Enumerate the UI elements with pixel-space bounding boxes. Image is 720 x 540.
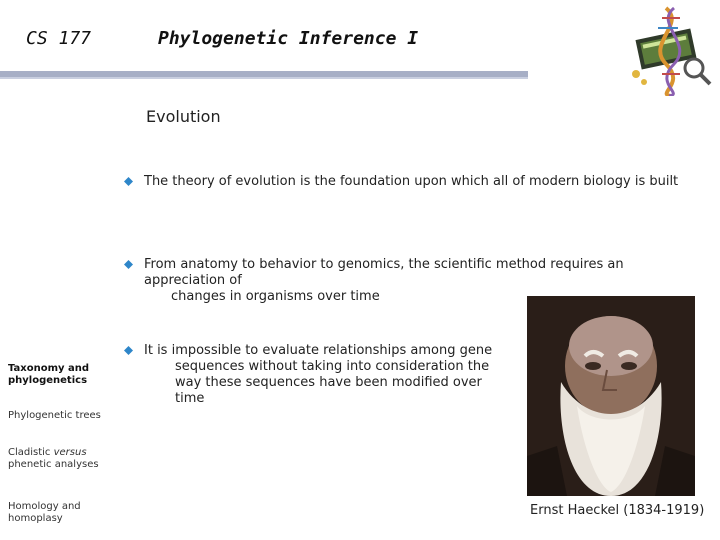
sidebar-item-cladistic[interactable] bbox=[8, 447, 118, 471]
sidebar-item-label: phenetic analyses bbox=[8, 459, 99, 470]
section-title: Evolution bbox=[146, 107, 221, 126]
bullet-text-continuation: sequences without taking into consideration the bbox=[175, 359, 490, 374]
sidebar-item-label: Homology and bbox=[8, 501, 81, 512]
bullet-text-continuation: way these sequences have been modified over time bbox=[175, 375, 482, 406]
bullet-text: From anatomy to behavior to genomics, the scientific method requires an appreciation of bbox=[144, 257, 624, 288]
sidebar-item-homology[interactable] bbox=[8, 501, 118, 525]
photo-caption: Ernst Haeckel (1834-1919) bbox=[530, 503, 705, 518]
sidebar-item-label: Phylogenetic trees bbox=[8, 410, 101, 421]
sidebar-item-label bbox=[8, 447, 118, 459]
sidebar-item-label-emphasis: versus bbox=[53, 447, 87, 458]
bullet-diamond-icon bbox=[124, 260, 133, 269]
portrait-photo bbox=[527, 296, 695, 496]
sidebar-item-label: Taxonomy and bbox=[8, 363, 90, 374]
sidebar-item-phylogenetic-trees[interactable] bbox=[8, 410, 118, 422]
bullet-text-continuation: changes in organisms over time bbox=[171, 289, 380, 304]
dna-logo-icon bbox=[626, 4, 718, 96]
course-label: CS 177 bbox=[26, 28, 92, 49]
title-bar-shadow bbox=[0, 77, 528, 79]
bullet-item bbox=[124, 174, 694, 190]
sidebar-item-label: homoplasy bbox=[8, 513, 63, 524]
bullet-diamond-icon bbox=[124, 177, 133, 186]
bullet-text: The theory of evolution is the foundation upon which all of modern biology is built bbox=[144, 174, 679, 189]
bullet-diamond-icon bbox=[124, 346, 133, 355]
sidebar-item-label: phylogenetics bbox=[8, 375, 88, 386]
sidebar-item-label-part: Cladistic bbox=[8, 447, 54, 458]
bullet-item bbox=[124, 343, 504, 407]
slide-title: Phylogenetic Inference I bbox=[158, 28, 419, 49]
bullet-text: It is impossible to evaluate relationships among gene bbox=[144, 343, 493, 358]
sidebar-item-taxonomy[interactable] bbox=[8, 363, 118, 387]
